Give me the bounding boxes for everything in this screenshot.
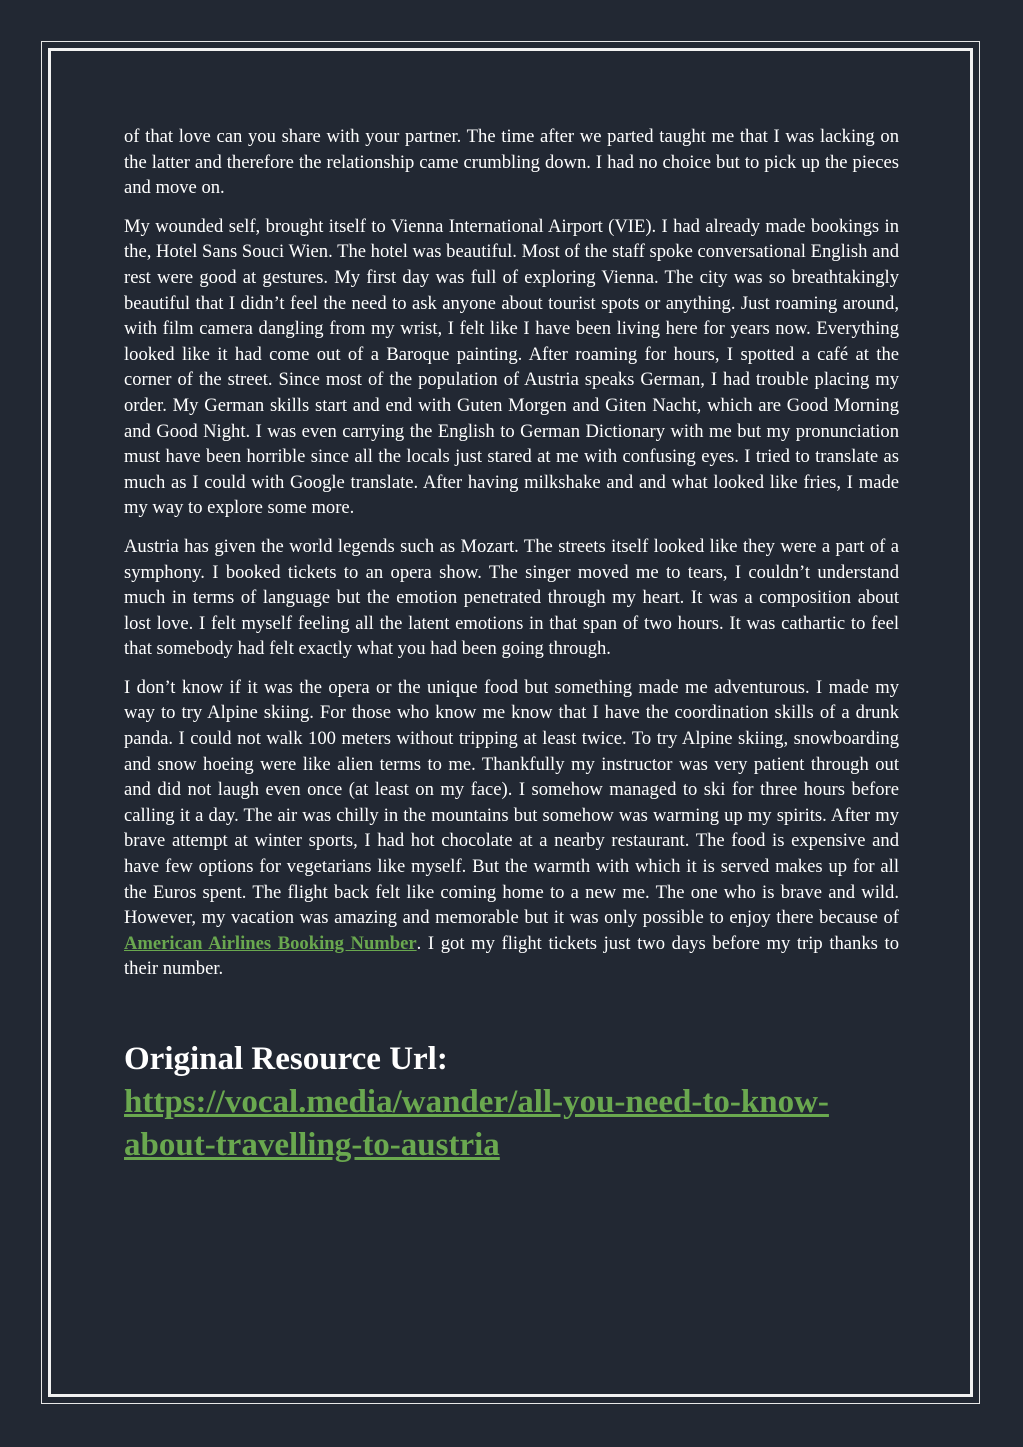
resource-heading: Original Resource Url: [124,1041,448,1077]
resource-url-paragraph [124,1081,899,1167]
paragraph-4-text-after-link: . I got my flight tickets just two days before my trip thanks to their number. [124,932,899,980]
paragraph-2: My wounded self, brought itself to Vienna International Airport (VIE). I had already made bookings in the, Hotel Sans Souci Wien. The hotel was beautiful. Most of the staff spoke conversational English and rest were good at gestures. My first day was full of exploring Vienna. The city was so breathtakingly beautiful that I didn’t feel the need to ask anyone about tourist spots or anything. Just roaming around, with film camera dangling from my wrist, I felt like I have been living here for years now. Everything looked like it had come out of a Baroque painting. After roaming for hours, I spotted a café at the corner of the street. Since most of the population of Austria speaks German, I had trouble placing my order. My German skills start and end with Guten Morgen and Giten Nacht, which are Good Morning and Good Night. I was even carrying the English to German Dictionary with me but my pronunciation must have been horrible since all the locals just stared at me with confusing eyes. I tried to translate as much as I could with Google translate. After having milkshake and and what looked like fries, I made my way to explore some more. [124,215,899,519]
paragraph-4 [124,675,899,982]
resource-url-link[interactable]: https://vocal.media/wander/all-you-need-to-know-about-travelling-to-austria [124,1084,829,1163]
booking-number-link[interactable]: American Airlines Booking Number [124,932,417,954]
paragraph-3: Austria has given the world legends such as Mozart. The streets itself looked like they were a part of a symphony. I booked tickets to an opera show. The singer moved me to tears, I couldn’t understand much in terms of language but the emotion penetrated through my heart. It was a composition about lost love. I felt myself feeling all the latent emotions in that span of two hours. It was cathartic to feel that somebody had felt exactly what you had been going through. [124,535,899,660]
paragraph-1: of that love can you share with your partner. The time after we parted taught me that I was lacking on the latter and therefore the relationship came crumbling down. I had no choice but to pick up the pieces and move on. [124,126,899,199]
paragraph-4-text-before-link: I don’t know if it was the opera or the unique food but something made me adventurous. I made my way to try Alpine skiing. For those who know me know that I have the coordination skills of a drunk panda. I could not walk 100 meters without tripping at least twice. To try Alpine skiing, snowboarding and snow hoeing were like alien terms to me. Thankfully my instructor was very patient through out and did not laugh even once (at least on my face). I somehow managed to ski for three hours before calling it a day. The air was chilly in the mountains but somehow was warming up my spirits. After my brave attempt at winter sports, I had hot chocolate at a nearby restaurant. The food is expensive and have few options for vegetarians like myself. But the warmth with which it is served makes up for all the Euros spent. The flight back felt like coming home to a new me. The one who is brave and wild. However, my vacation was amazing and memorable but it was only possible to enjoy there because of [124,676,899,929]
original-resource-block [124,1038,899,1167]
document-body [124,124,899,1167]
